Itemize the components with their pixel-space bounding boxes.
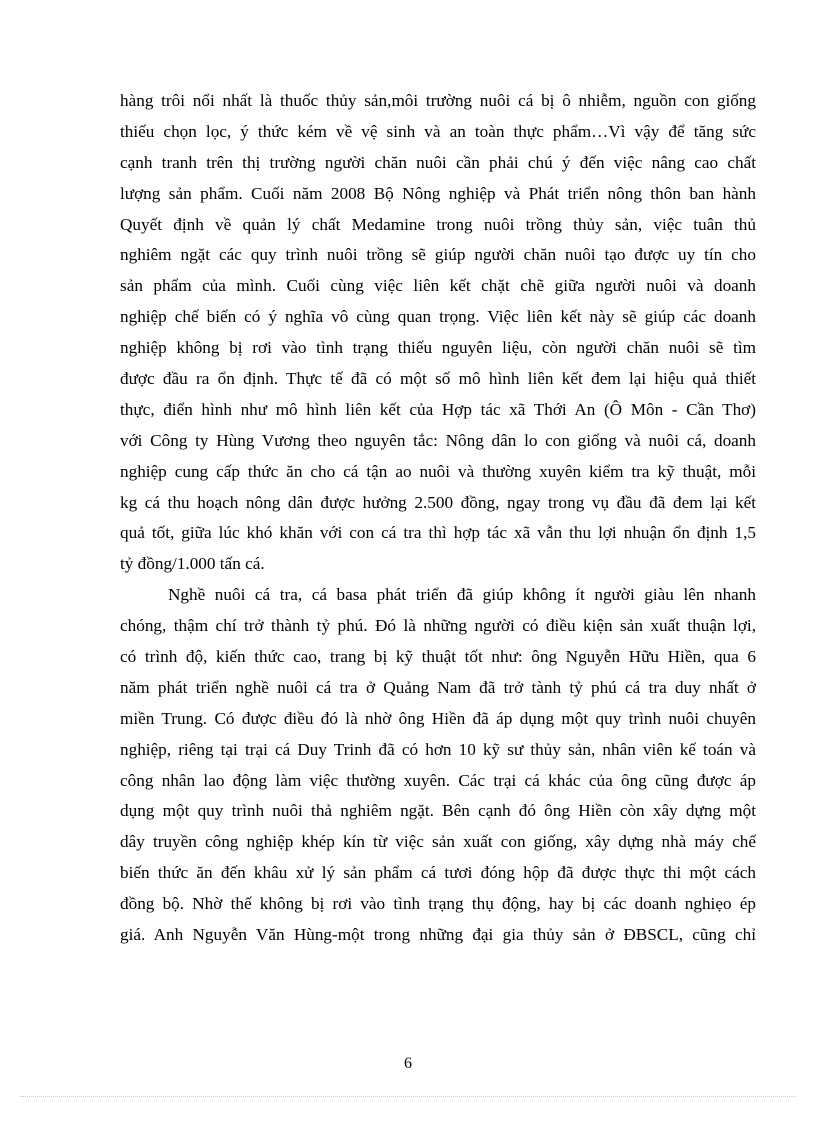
text-line: tỷ đồng/1.000 tấn cá. <box>120 554 265 574</box>
text-line: nghiệp chế biến có ý nghĩa vô cùng quan trọng. Việc liên kết này sẽ giúp các doanh <box>120 307 756 327</box>
text-line: nghiệp, riêng tại trại cá Duy Trinh đã có hơn 10 kỹ sư thủy sản, nhân viên kế toán và <box>120 739 756 759</box>
text-line: dây truyền công nghiệp khép kín từ việc sản xuất con giống, xây dựng nhà máy chế <box>120 832 756 852</box>
footer-divider <box>20 1096 796 1097</box>
text-line: năm phát triển nghề nuôi cá tra ở Quảng Nam đã trở tành tỷ phú cá tra duy nhất ở <box>120 677 756 697</box>
text-line: hàng trôi nổi nhất là thuốc thủy sản,môi trường nuôi cá bị ô nhiễm, nguồn con giống <box>120 91 756 110</box>
text-line: kg cá thu hoạch nông dân được hưởng 2.500 đồng, ngay trong vụ đầu đã đem lại kết <box>120 492 756 512</box>
text-line: công nhân lao động làm việc thường xuyên. Các trại cá khác của ông cũng được áp <box>120 770 756 790</box>
paragraph-2 <box>120 580 756 951</box>
text-line: biến thức ăn đến khâu xử lý sản phẩm cá tươi đóng hộp đã được thực thi một cách <box>120 863 756 883</box>
text-line: nghiệp không bị rơi vào tình trạng thiếu nguyên liệu, còn người chăn nuôi sẽ tìm <box>120 338 756 358</box>
text-line: nghiêm ngặt các quy trình nuôi trồng sẽ giúp người chăn nuôi tạo được uy tín cho <box>120 245 756 265</box>
text-line: Nghề nuôi cá tra, cá basa phát triển đã giúp không ít người giàu lên nhanh <box>168 585 756 605</box>
text-line: giá. Anh Nguyễn Văn Hùng-một trong những đại gia thủy sản ở ĐBSCL, cũng chỉ <box>120 925 756 945</box>
text-line: nghiệp cung cấp thức ăn cho cá tận ao nuôi và thường xuyên kiểm tra kỹ thuật, mỗi <box>120 461 756 481</box>
text-line: thực, điển hình như mô hình liên kết của Hợp tác xã Thới An (Ô Môn - Cần Thơ) <box>120 399 756 419</box>
text-line: miền Trung. Có được điều đó là nhờ ông Hiền đã áp dụng một quy trình nuôi chuyên <box>120 708 756 728</box>
text-line: được đầu ra ổn định. Thực tế đã có một số mô hình liên kết đem lại hiệu quả thiết <box>120 369 756 389</box>
text-line: đồng bộ. Nhờ thế không bị rơi vào tình trạng thụ động, hay bị các doanh nghiẹo ép <box>120 894 756 914</box>
body-text <box>120 86 756 951</box>
text-line: Quyết định về quản lý chất Medamine trong nuôi trồng thủy sản, việc tuân thủ <box>120 214 756 234</box>
text-line: quả tốt, giữa lúc khó khăn với con cá tra thì hợp tác xã vẫn thu lợi nhuận ổn định 1,5 <box>120 523 756 543</box>
text-line: dụng một quy trình nuôi thả nghiêm ngặt. Bên cạnh đó ông Hiền còn xây dựng một <box>120 801 756 821</box>
text-line: cạnh tranh trên thị trường người chăn nuôi cần phải chú ý đến việc nâng cao chất <box>120 152 756 172</box>
text-line: có trình độ, kiến thức cao, trang bị kỹ thuật tốt như: ông Nguyễn Hữu Hiền, qua 6 <box>120 647 756 667</box>
text-line: lượng sản phẩm. Cuối năm 2008 Bộ Nông nghiệp và Phát triển nông thôn ban hành <box>120 183 756 203</box>
page-number: 6 <box>404 1055 412 1072</box>
text-line: chóng, thậm chí trở thành tỷ phú. Đó là những người có điều kiện sản xuất thuận lợi, <box>120 616 756 636</box>
text-line: thiếu chọn lọc, ý thức kém về vệ sinh và an toàn thực phẩm…Vì vậy để tăng sức <box>120 121 756 141</box>
text-line: với Công ty Hùng Vương theo nguyên tắc: Nông dân lo con giống và nuôi cá, doanh <box>120 430 756 450</box>
paragraph-1 <box>120 86 756 580</box>
text-line: sản phẩm của mình. Cuối cùng việc liên kết chặt chẽ giữa người nuôi và doanh <box>120 276 756 296</box>
